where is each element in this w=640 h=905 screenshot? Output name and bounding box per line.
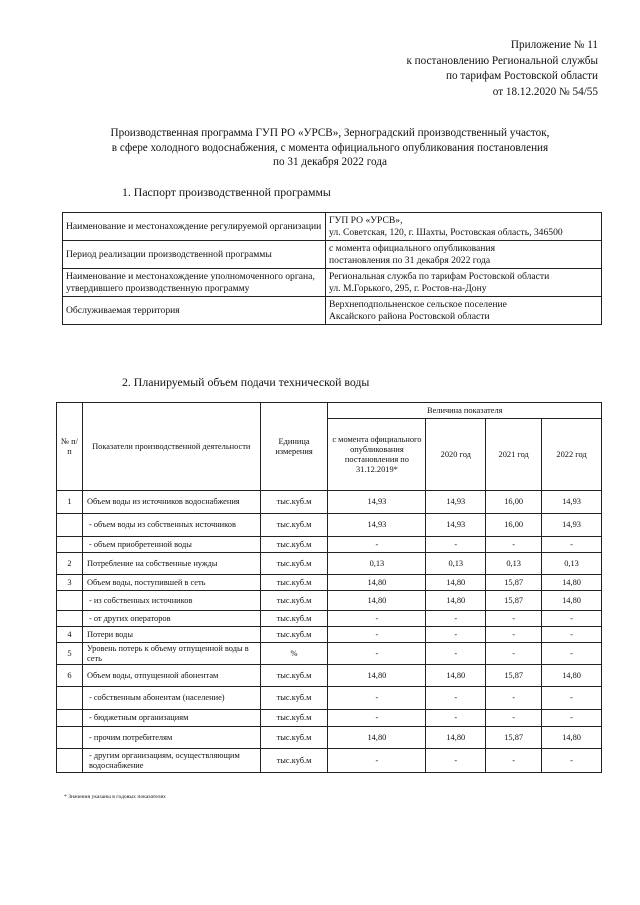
header-group: Величина показателя — [328, 403, 602, 419]
row-value-2019: - — [328, 643, 426, 665]
row-value-2020: 14,80 — [426, 727, 486, 749]
table-row — [57, 727, 602, 749]
row-value-2022: - — [542, 537, 602, 553]
passport-value — [326, 241, 602, 269]
row-value-2021: 15,87 — [486, 665, 542, 687]
row-value-2020: - — [426, 611, 486, 627]
passport-value-line: с момента официального опубликования — [329, 243, 495, 254]
row-value-2020: - — [426, 687, 486, 710]
passport-row — [63, 297, 602, 325]
passport-row — [63, 241, 602, 269]
passport-value-line: ул. Советская, 120, г. Шахты, Ростовская область, 346500 — [329, 226, 563, 238]
row-num — [57, 514, 83, 537]
row-value-2020: 14,80 — [426, 591, 486, 611]
table-row — [57, 627, 602, 643]
row-indicator: - другим организациям, осуществляющим водоснабжение — [82, 749, 260, 773]
table-row — [57, 643, 602, 665]
header-col1: с момента официального опубликования постановления по 31.12.2019* — [328, 419, 426, 491]
row-indicator: Объем воды, поступившей в сеть — [82, 575, 260, 591]
row-indicator: - объем воды из собственных источников — [82, 514, 260, 537]
row-value-2021: 15,87 — [486, 591, 542, 611]
passport-value — [326, 269, 602, 297]
header-col2: 2020 год — [426, 419, 486, 491]
header-num: № п/п — [57, 403, 83, 491]
row-indicator: Объем воды из источников водоснабжения — [82, 491, 260, 514]
row-value-2020: - — [426, 643, 486, 665]
passport-value-line: Региональная служба по тарифам Ростовской области — [329, 271, 550, 282]
row-value-2020: 0,13 — [426, 553, 486, 575]
row-num — [57, 687, 83, 710]
row-unit: тыс.куб.м — [260, 665, 328, 687]
row-value-2019: - — [328, 687, 426, 710]
row-unit: тыс.куб.м — [260, 749, 328, 773]
row-value-2020: - — [426, 537, 486, 553]
row-value-2019: 0,13 — [328, 553, 426, 575]
row-num — [57, 611, 83, 627]
header-row — [57, 403, 602, 419]
passport-value-line: Верхнеподпольненское сельское поселение — [329, 299, 507, 310]
passport-value — [326, 213, 602, 241]
row-indicator: - собственным абонентам (население) — [82, 687, 260, 710]
passport-row — [63, 269, 602, 297]
passport-label: Наименование и местонахождение уполномоченного органа, утвердившего производственную программу — [63, 269, 326, 297]
row-unit: % — [260, 643, 328, 665]
row-value-2020: 14,93 — [426, 491, 486, 514]
table-row — [57, 514, 602, 537]
row-value-2019: 14,80 — [328, 727, 426, 749]
row-value-2022: - — [542, 749, 602, 773]
row-value-2019: - — [328, 537, 426, 553]
row-value-2022: - — [542, 687, 602, 710]
row-value-2022: 14,80 — [542, 727, 602, 749]
table-row — [57, 491, 602, 514]
row-num: 2 — [57, 553, 83, 575]
row-value-2022: - — [542, 643, 602, 665]
row-value-2021: - — [486, 749, 542, 773]
row-value-2021: - — [486, 710, 542, 727]
passport-label: Период реализации производственной программы — [63, 241, 326, 269]
header-col3: 2021 год — [486, 419, 542, 491]
row-value-2019: - — [328, 710, 426, 727]
row-value-2019: 14,80 — [328, 665, 426, 687]
appendix-line: по тарифам Ростовской области — [446, 70, 598, 82]
passport-row — [63, 213, 602, 241]
passport-value-line: Аксайского района Ростовской области — [329, 310, 490, 322]
row-num — [57, 537, 83, 553]
passport-value-line: ГУП РО «УРСВ», — [329, 215, 403, 226]
row-value-2020: - — [426, 627, 486, 643]
header-col4: 2022 год — [542, 419, 602, 491]
passport-heading: 1. Паспорт производственной программы — [122, 185, 331, 199]
table-row — [57, 575, 602, 591]
row-unit: тыс.куб.м — [260, 514, 328, 537]
row-unit: тыс.куб.м — [260, 727, 328, 749]
row-value-2020: - — [426, 749, 486, 773]
row-num — [57, 727, 83, 749]
passport-value-line: постановления по 31 декабря 2022 года — [329, 254, 491, 266]
table-row — [57, 553, 602, 575]
row-num: 1 — [57, 491, 83, 514]
row-indicator: Объем воды, отпущенной абонентам — [82, 665, 260, 687]
plan-heading: 2. Планируемый объем подачи технической воды — [122, 375, 370, 389]
row-value-2020: - — [426, 710, 486, 727]
passport-value-line: ул. М.Горького, 295, г. Ростов-на-Дону — [329, 282, 487, 294]
row-indicator: Уровень потерь к объему отпущенной воды в сеть — [82, 643, 260, 665]
row-value-2021: 15,87 — [486, 575, 542, 591]
appendix-block — [298, 38, 598, 100]
row-value-2019: - — [328, 611, 426, 627]
row-num: 5 — [57, 643, 83, 665]
appendix-line: к постановлению Региональной службы — [406, 54, 598, 67]
row-indicator: - объем приобретенной воды — [82, 537, 260, 553]
row-unit: тыс.куб.м — [260, 537, 328, 553]
row-value-2021: - — [486, 643, 542, 665]
passport-label: Наименование и местонахождение регулируемой организации — [63, 213, 326, 241]
footnote: * Значения указаны в годовых показателях — [64, 794, 166, 800]
row-indicator: Потери воды — [82, 627, 260, 643]
row-value-2019: 14,80 — [328, 575, 426, 591]
header-unit: Единица измерения — [260, 403, 328, 491]
row-value-2020: 14,93 — [426, 514, 486, 537]
row-unit: тыс.куб.м — [260, 553, 328, 575]
row-indicator: Потребление на собственные нужды — [82, 553, 260, 575]
row-value-2022: - — [542, 627, 602, 643]
table-row — [57, 710, 602, 727]
row-value-2021: 16,00 — [486, 491, 542, 514]
row-value-2022: 14,80 — [542, 575, 602, 591]
header-indicator: Показатели производственной деятельности — [82, 403, 260, 491]
row-unit: тыс.куб.м — [260, 491, 328, 514]
table-row — [57, 687, 602, 710]
appendix-line: Приложение № 11 — [510, 39, 598, 51]
row-value-2022: 14,80 — [542, 591, 602, 611]
table-row — [57, 665, 602, 687]
row-value-2019: - — [328, 627, 426, 643]
passport-table — [62, 212, 602, 325]
passport-value — [326, 297, 602, 325]
row-value-2022: - — [542, 710, 602, 727]
row-value-2022: - — [542, 611, 602, 627]
row-unit: тыс.куб.м — [260, 627, 328, 643]
row-num — [57, 749, 83, 773]
title-line: по 31 декабря 2022 года — [273, 156, 387, 168]
row-indicator: - прочим потребителям — [82, 727, 260, 749]
row-value-2021: 15,87 — [486, 727, 542, 749]
row-indicator: - от других операторов — [82, 611, 260, 627]
appendix-line: от 18.12.2020 № 54/55 — [492, 85, 598, 98]
row-value-2021: 0,13 — [486, 553, 542, 575]
row-value-2022: 0,13 — [542, 553, 602, 575]
table-row — [57, 537, 602, 553]
table-row — [57, 591, 602, 611]
row-num — [57, 591, 83, 611]
row-num: 4 — [57, 627, 83, 643]
row-unit: тыс.куб.м — [260, 591, 328, 611]
row-value-2021: - — [486, 537, 542, 553]
row-num: 3 — [57, 575, 83, 591]
table-row — [57, 611, 602, 627]
row-value-2020: 14,80 — [426, 665, 486, 687]
row-value-2019: 14,80 — [328, 591, 426, 611]
row-unit: тыс.куб.м — [260, 710, 328, 727]
row-value-2019: - — [328, 749, 426, 773]
row-value-2021: - — [486, 687, 542, 710]
row-num — [57, 710, 83, 727]
document-title — [40, 126, 620, 170]
title-line: в сфере холодного водоснабжения, с момента официального опубликования постановления — [111, 141, 549, 154]
row-value-2019: 14,93 — [328, 514, 426, 537]
row-value-2022: 14,93 — [542, 491, 602, 514]
row-unit: тыс.куб.м — [260, 687, 328, 710]
row-value-2021: 16,00 — [486, 514, 542, 537]
row-num: 6 — [57, 665, 83, 687]
row-value-2019: 14,93 — [328, 491, 426, 514]
row-value-2020: 14,80 — [426, 575, 486, 591]
row-value-2021: - — [486, 627, 542, 643]
row-unit: тыс.куб.м — [260, 611, 328, 627]
row-unit: тыс.куб.м — [260, 575, 328, 591]
row-value-2021: - — [486, 611, 542, 627]
title-line: Производственная программа ГУП РО «УРСВ», Зерноградский производственный участок, — [110, 127, 550, 139]
passport-label: Обслуживаемая территория — [63, 297, 326, 325]
plan-table — [56, 402, 602, 773]
row-indicator: - из собственных источников — [82, 591, 260, 611]
row-indicator: - бюджетным организациям — [82, 710, 260, 727]
row-value-2022: 14,93 — [542, 514, 602, 537]
table-row — [57, 749, 602, 773]
row-value-2022: 14,80 — [542, 665, 602, 687]
